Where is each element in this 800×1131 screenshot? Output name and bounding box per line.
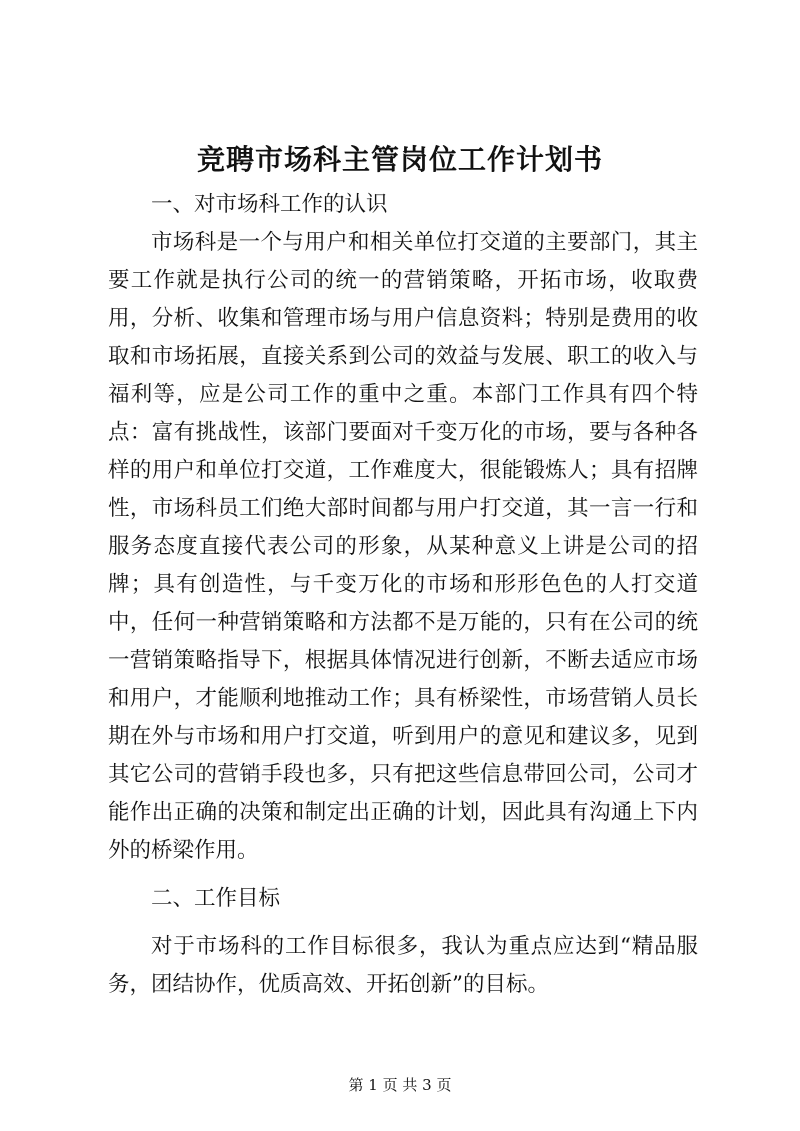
page-footer: 第 1 页 共 3 页 bbox=[348, 1076, 452, 1094]
section-paragraph-1: 市场科是一个与用户和相关单位打交道的主要部门，其主要工作就是执行公司的统一的营销策略，开拓市场，收取费用，分析、收集和管理市场与用户信息资料；特别是费用的收取和市场拓展，直接关系到公司的效益与发展、职工的收入与福利等，应是公司工作的重中之重。本部门工作具有四个特点：富有挑战性，该部门要面对千变万化的市场，要与各种各样的用户和单位打交道，工作难度大，很能锻炼人；具有招牌性，市场科员工们绝大部时间都与用户打交道，其一言一行和服务态度直接代表公司的形象，从某种意义上讲是公司的招牌；具有创造性，与千变万化的市场和形形色色的人打交道中，任何一种营销策略和方法都不是万能的，只有在公司的统一营销策略指导下，根据具体情况进行创新，不断去适应市场和用户，才能顺利地推动工作；具有桥梁性，市场营销人员长期在外与市场和用户打交道，听到用户的意见和建议多，见到其它公司的营销手段也多，只有把这些信息带回公司，公司才能作出正确的决策和制定出正确的计划，因此具有沟通上下内外的桥梁作用。 bbox=[108, 230, 698, 863]
page-title: 竞聘市场科主管岗位工作计划书 bbox=[196, 143, 603, 176]
document-body bbox=[108, 186, 698, 1004]
section-paragraph-2: 对于市场科的工作目标很多，我认为重点应达到“精品服务，团结协作，优质高效、开拓创新”的目标。 bbox=[108, 934, 698, 997]
section-heading-1: 一、对市场科工作的认识 bbox=[151, 192, 388, 217]
section-heading-2: 二、工作目标 bbox=[151, 886, 281, 911]
section-spacer bbox=[108, 870, 698, 880]
section-spacer bbox=[108, 918, 698, 928]
